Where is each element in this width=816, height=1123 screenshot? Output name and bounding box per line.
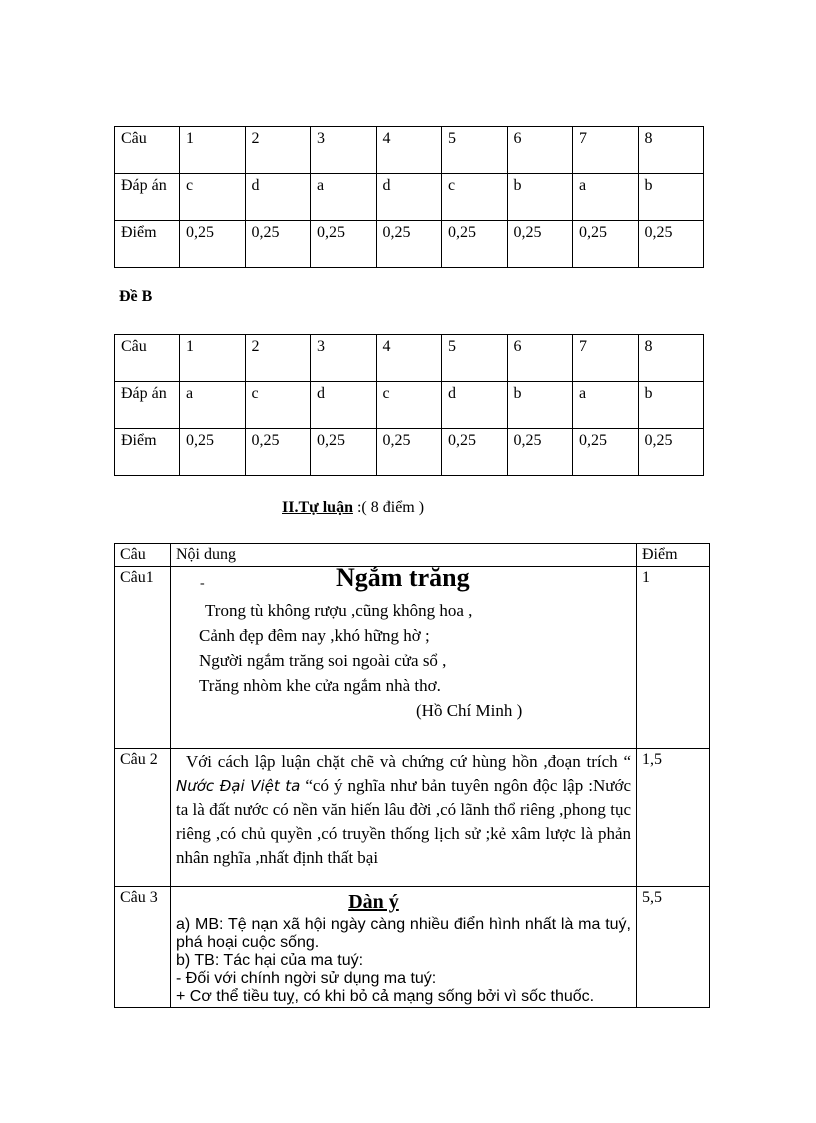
score-cell: 0,25 <box>180 221 246 268</box>
answer-cell: d <box>311 382 377 429</box>
question-score: 1 <box>637 567 710 749</box>
answer-paragraph <box>176 750 631 870</box>
header-cell: 6 <box>507 127 573 174</box>
table-row <box>115 429 704 476</box>
outline-line: a) MB: Tệ nạn xã hội ngày càng nhiều điển hình nhất là ma tuý, phá hoại cuộc sống. <box>176 916 631 951</box>
header-cell: 2 <box>245 127 311 174</box>
essay-section-heading <box>282 499 424 517</box>
header-cell: 7 <box>573 127 639 174</box>
answer-cell: c <box>180 174 246 221</box>
poem-title-row <box>176 563 631 598</box>
answer-cell: a <box>573 382 639 429</box>
answer-cell: a <box>573 174 639 221</box>
table-row <box>115 887 710 1008</box>
table-row <box>115 174 704 221</box>
outline-line: + Cơ thể tiều tuỵ, có khi bỏ cả mạng sống bởi vì sốc thuốc. <box>176 988 595 1005</box>
header-cell: 5 <box>442 127 508 174</box>
header-cell: 3 <box>311 127 377 174</box>
score-cell: 0,25 <box>180 429 246 476</box>
header-cell: 1 <box>180 127 246 174</box>
answer-cell: a <box>180 382 246 429</box>
header-cell: Câu <box>115 335 180 382</box>
score-cell: 0,25 <box>376 221 442 268</box>
quoted-title: Nước Đại Việt ta <box>176 777 301 795</box>
question-content <box>171 887 637 1008</box>
score-cell: 0,25 <box>245 429 311 476</box>
outline-line: b) TB: Tác hại của ma tuý: <box>176 952 364 969</box>
answer-cell: b <box>507 174 573 221</box>
question-score: 1,5 <box>637 749 710 887</box>
question-label: Câu 2 <box>115 749 171 887</box>
header-question: Câu <box>115 544 171 567</box>
section-suffix: :( 8 điểm ) <box>352 499 425 516</box>
essay-table <box>114 543 710 1008</box>
answer-text: “có ý nghĩa như bản tuyên ngôn độc lập :Nước ta là đất nước có nền văn hiến lâu đời ,có lãnh thổ riêng ,phong tục riêng ,có chủ quyền ,có truyền thống lịch sử ;kẻ xâm lược là phản nhân nghĩa ,nhất định thất bại <box>176 776 631 867</box>
poem-title: Ngắm trăng <box>336 563 470 592</box>
table-row <box>115 127 704 174</box>
header-cell: 4 <box>376 127 442 174</box>
score-cell: 0,25 <box>442 429 508 476</box>
score-cell: 0,25 <box>573 429 639 476</box>
header-cell: 1 <box>180 335 246 382</box>
score-label: Điểm <box>115 429 180 476</box>
header-cell: 2 <box>245 335 311 382</box>
answer-label: Đáp án <box>115 174 180 221</box>
answer-cell: c <box>376 382 442 429</box>
score-cell: 0,25 <box>311 429 377 476</box>
outline-title: Dàn ý <box>348 891 399 913</box>
poem-author: (Hồ Chí Minh ) <box>416 701 523 720</box>
answer-table-b <box>114 334 704 476</box>
answer-cell: c <box>442 174 508 221</box>
answer-table-a <box>114 126 704 268</box>
de-b-heading: Đề B <box>119 288 153 305</box>
score-cell: 0,25 <box>573 221 639 268</box>
score-label: Điểm <box>115 221 180 268</box>
header-content: Nội dung <box>171 544 637 567</box>
table-row <box>115 749 710 887</box>
question-content <box>171 749 637 887</box>
header-cell: 3 <box>311 335 377 382</box>
answer-cell: b <box>638 382 704 429</box>
score-cell: 0,25 <box>245 221 311 268</box>
score-cell: 0,25 <box>638 221 704 268</box>
score-cell: 0,25 <box>311 221 377 268</box>
poem-dash: - <box>200 576 205 591</box>
header-cell: 4 <box>376 335 442 382</box>
answer-cell: a <box>311 174 377 221</box>
score-cell: 0,25 <box>507 429 573 476</box>
outline-lines <box>176 916 631 1006</box>
poem-line: Người ngắm trăng soi ngoài cửa sổ , <box>199 651 447 670</box>
answer-label: Đáp án <box>115 382 180 429</box>
question-label: Câu1 <box>115 567 171 749</box>
header-cell: 8 <box>638 335 704 382</box>
score-cell: 0,25 <box>442 221 508 268</box>
table-row <box>115 382 704 429</box>
header-cell: 8 <box>638 127 704 174</box>
question-label: Câu 3 <box>115 887 171 1008</box>
table-row <box>115 567 710 749</box>
poem-line: Cảnh đẹp đêm nay ,khó hững hờ ; <box>199 626 430 645</box>
header-cell: 7 <box>573 335 639 382</box>
table-row <box>115 335 704 382</box>
table-row <box>115 221 704 268</box>
poem-line: Trong tù không rượu ,cũng không hoa , <box>205 601 473 620</box>
answer-cell: d <box>245 174 311 221</box>
answer-cell: b <box>638 174 704 221</box>
header-score: Điểm <box>637 544 710 567</box>
question-score: 5,5 <box>637 887 710 1008</box>
question-content <box>171 563 637 749</box>
score-cell: 0,25 <box>376 429 442 476</box>
header-cell: 6 <box>507 335 573 382</box>
answer-cell: d <box>442 382 508 429</box>
answer-cell: b <box>507 382 573 429</box>
header-cell: 5 <box>442 335 508 382</box>
score-cell: 0,25 <box>507 221 573 268</box>
outline-line: - Đối với chính ngời sử dụng ma tuý: <box>176 970 437 987</box>
poem-lines <box>176 598 631 723</box>
header-cell: Câu <box>115 127 180 174</box>
score-cell: 0,25 <box>638 429 704 476</box>
answer-cell: c <box>245 382 311 429</box>
answer-text: Với cách lập luận chặt chẽ và chứng cứ hùng hồn ,đoạn trích “ <box>186 752 631 771</box>
answer-cell: d <box>376 174 442 221</box>
poem-line: Trăng nhòm khe cửa ngắm nhà thơ. <box>199 676 441 695</box>
section-title: II.Tự luận <box>282 499 353 516</box>
